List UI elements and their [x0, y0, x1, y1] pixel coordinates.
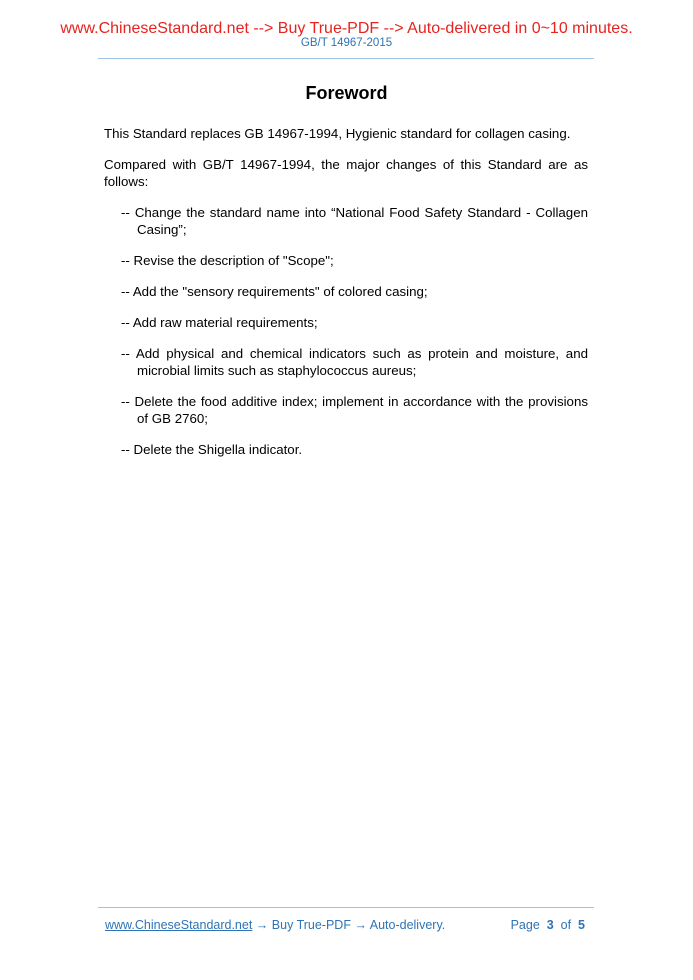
list-item: -- Add physical and chemical indicators such as protein and moisture, and microbial limits such as staphylococcus aureus; — [121, 346, 588, 378]
page-label: Page — [510, 918, 540, 932]
page-total: 5 — [578, 918, 585, 932]
paragraph-replacement: This Standard replaces GB 14967-1994, Hygienic standard for collagen casing. — [104, 126, 571, 141]
list-item: -- Revise the description of "Scope"; — [121, 253, 334, 268]
page-current: 3 — [546, 918, 554, 932]
page-footer — [105, 916, 585, 934]
document-code: GB/T 14967-2015 — [300, 37, 393, 49]
list-item: -- Add raw material requirements; — [121, 315, 318, 330]
list-item: -- Delete the Shigella indicator. — [121, 442, 303, 457]
page-indicator — [511, 916, 585, 934]
promo-banner[interactable]: www.ChineseStandard.net --> Buy True-PDF --> Auto-delivered in 0~10 minutes. — [60, 20, 633, 37]
footer-delivery-text: Auto-delivery. — [369, 918, 446, 932]
page-title: Foreword — [305, 83, 388, 103]
footer-divider — [98, 907, 594, 908]
list-item: -- Add the "sensory requirements" of colored casing; — [121, 284, 428, 299]
arrow-right-icon: → — [255, 918, 269, 932]
footer-site-link[interactable]: www.ChineseStandard.net — [105, 918, 253, 932]
changes-list — [104, 204, 588, 458]
document-body — [104, 125, 588, 472]
list-item: -- Delete the food additive index; implement in accordance with the provisions of GB 2760; — [121, 394, 588, 426]
list-item: -- Change the standard name into “National Food Safety Standard - Collagen Casing”; — [121, 205, 588, 237]
of-label: of — [560, 918, 572, 932]
footer-buy-text: Buy True-PDF — [271, 918, 351, 932]
header-divider — [98, 58, 594, 59]
arrow-right-icon: → — [354, 918, 367, 932]
paragraph-changes-intro: Compared with GB/T 14967-1994, the major changes of this Standard are as follows: — [104, 157, 588, 189]
